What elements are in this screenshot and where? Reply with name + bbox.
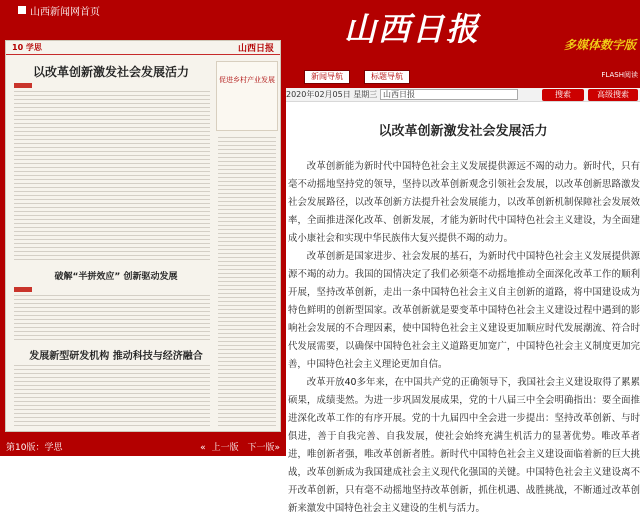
home-link[interactable] bbox=[0, 0, 286, 20]
advanced-search-button[interactable]: 高级搜索 bbox=[588, 89, 638, 101]
paper-article-headline[interactable]: 以改革创新激发社会发展活力 bbox=[32, 65, 189, 79]
page-footer bbox=[0, 436, 286, 456]
paper-section-tag bbox=[14, 83, 32, 88]
paper-side-text[interactable] bbox=[218, 137, 276, 427]
paper-box-title: 促进乡村产业发展 bbox=[219, 76, 275, 84]
site-subtitle: 多媒体数字版 bbox=[563, 38, 636, 52]
search-button[interactable]: 搜索 bbox=[542, 89, 584, 101]
paper-sidebar-box[interactable] bbox=[216, 61, 278, 131]
paper-masthead: 山西日报 bbox=[237, 44, 274, 54]
article-panel bbox=[286, 0, 640, 514]
paper-panel bbox=[0, 0, 286, 456]
paper-text-block[interactable] bbox=[14, 365, 210, 429]
paper-text-block[interactable] bbox=[14, 91, 210, 261]
flash-read-link[interactable]: FLASH阅读 bbox=[601, 71, 638, 79]
title-nav-button[interactable]: 标题导航 bbox=[364, 70, 410, 84]
paper-section-tag bbox=[14, 287, 32, 292]
site-banner bbox=[286, 0, 640, 88]
paper-page-name: 10 学思 bbox=[12, 43, 42, 52]
article-body bbox=[288, 158, 640, 518]
page-label: 第10版：学思 bbox=[6, 442, 63, 453]
prev-page-link[interactable]: 上一版 bbox=[211, 442, 239, 453]
article-paragraph: 改革创新是国家进步、社会发展的基石，为新时代中国特色社会主义发展提供源源不竭的动力。我国的国情决定了我们必须毫不动摇地推动全面深化改革工作的顺利开展，坚持改革创新，走出一条中国特色社会主义自主创新的道路，将中国建设成为特色鲜明的创新型国家。改革创新就是要变革中国特色社会主义建设过程中遇到的影响社会发展的不合理因素，使中国特色社会主义建设更加顺应时代发展潮流、符合时代发展需要，以确保中国特色社会主义道路更加宽广，中国特色社会主义制度更加完善，中国特色社会主义理论更加自信。 bbox=[288, 251, 640, 370]
paper-article-subhead[interactable]: 破解“半拼效应” 创新驱动发展 bbox=[54, 272, 178, 282]
paper-select[interactable]: 山西日报 bbox=[380, 89, 518, 100]
news-nav-button[interactable]: 新闻导航 bbox=[304, 70, 350, 84]
paper-text-block[interactable] bbox=[14, 295, 210, 341]
paper-article-subhead[interactable]: 发展新型研发机构 推动科技与经济融合 bbox=[29, 351, 203, 362]
home-icon bbox=[18, 6, 26, 14]
paper-page-thumbnail[interactable] bbox=[5, 40, 281, 432]
search-bar bbox=[286, 88, 640, 102]
pager: « 上一版 下一版» bbox=[200, 442, 280, 453]
article-paragraph: 改革开放40多年来，在中国共产党的正确领导下，我国社会主义建设取得了累累硕果，成绩斐然。为进一步巩固发展成果，党的十八届三中全会明确指出：要全面推进深化改革工作的有序开展。党的十九届四中全会进一步提出：坚持改革创新、与时俱进，善于自我完善、自我发展，使社会始终充满生机活力的显著优势。唯改革者进，唯创新者强，唯改革创新者胜。新时代中国特色社会主义建设面临着新的巨大挑战，改革创新成为我国建成社会主义现代化强国的关键。中国特色社会主义建设离不开改革创新，只有毫不动摇地坚持改革创新，抓住机遇、战胜挑战，不断通过改革创新来激发中国特色社会主义建设的生机与活力。 bbox=[288, 377, 640, 514]
issue-date: 2020年02月05日 星期三 bbox=[286, 90, 378, 99]
site-logo: 山西日报 bbox=[344, 10, 481, 48]
next-page-link[interactable]: 下一版 bbox=[247, 442, 275, 453]
article-paragraph: 改革创新能为新时代中国特色社会主义发展提供源远不竭的动力。新时代，只有毫不动摇地坚持党的领导，坚持以改革创新观念引领社会发展，以改革创新思路激发社会发展路径，以改革创新方法提升社会发展能力，以改革创新机制保障社会发展效率，全面推进深化改革、创新发展，才能为新时代中国特色社会主义建设，为全面建成小康社会和实现中华民族伟大复兴提供不竭的动力。 bbox=[288, 161, 640, 244]
paper-page-header bbox=[6, 41, 280, 55]
home-link-label[interactable]: 山西新闻网首页 bbox=[30, 6, 100, 18]
article-title: 以改革创新激发社会发展活力 bbox=[378, 124, 548, 139]
